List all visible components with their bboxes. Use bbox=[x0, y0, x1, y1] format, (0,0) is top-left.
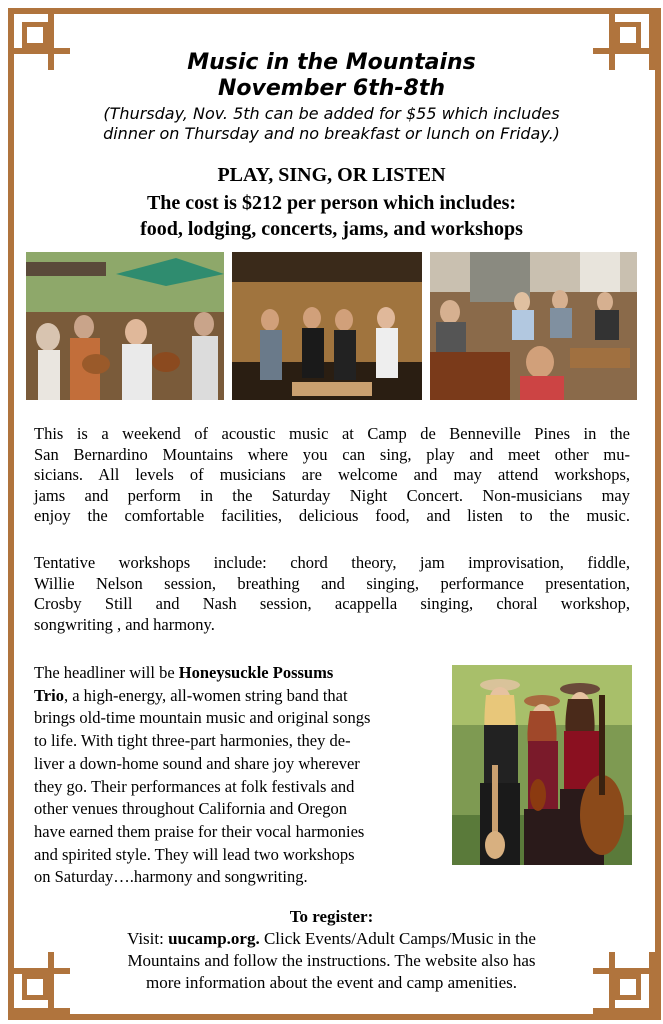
register-line2: Mountains and follow the instructions. The website also has bbox=[127, 951, 536, 970]
register-line1 bbox=[0, 928, 663, 950]
photo-stage-concert bbox=[232, 252, 422, 400]
cost-line1: The cost is $212 per person which includes: bbox=[146, 192, 517, 214]
event-dates: November 6th-8th bbox=[218, 76, 445, 101]
headliner-line: they go. Their performances at folk festivals and bbox=[34, 776, 355, 796]
band-name-trio: Trio bbox=[34, 685, 64, 705]
headliner-line: to life. With tight three-part harmonies, they de- bbox=[34, 731, 351, 751]
thursday-note-line1: (Thursday, Nov. 5th can be added for $55 which includes bbox=[103, 104, 560, 123]
intro-paragraph bbox=[34, 424, 630, 527]
intro-line: This is a weekend of acoustic music at Camp de Benneville Pines in the bbox=[34, 424, 630, 443]
photo-indoor-jam-circle bbox=[430, 252, 637, 400]
register-heading: To register: bbox=[289, 907, 374, 926]
register-instructions: Click Events/Adult Camps/Music in the bbox=[259, 929, 536, 948]
headliner-line: other venues throughout California and Oregon bbox=[34, 799, 347, 819]
website-link[interactable]: uucamp.org. bbox=[168, 929, 260, 948]
headliner-paragraph bbox=[34, 662, 446, 889]
headliner-line: liver a down-home sound and share joy wherever bbox=[34, 753, 360, 773]
thursday-note-line2: dinner on Thursday and no breakfast or lunch on Friday.) bbox=[103, 124, 560, 143]
photo-band-trio bbox=[452, 665, 632, 865]
workshops-paragraph bbox=[34, 553, 630, 635]
workshops-line: Tentative workshops include: chord theory, jam improvisation, fiddle, bbox=[34, 553, 630, 572]
event-title: Music in the Mountains bbox=[187, 50, 476, 75]
intro-line: jams and perform in the Saturday Night Concert. Non-musicians may bbox=[34, 485, 630, 505]
headliner-line: brings old-time mountain music and original songs bbox=[34, 708, 371, 728]
intro-line: enjoy the comfortable facilities, delicious food, and listen to the music. bbox=[34, 506, 630, 525]
cost-line2: food, lodging, concerts, jams, and workshops bbox=[140, 218, 523, 240]
headliner-line: have earned them praise for their vocal harmonies bbox=[34, 821, 365, 841]
visit-label: Visit: bbox=[127, 929, 169, 948]
headliner-line: and spirited style. They will lead two workshops bbox=[34, 844, 355, 864]
intro-line: San Bernardino Mountains where you can sing, play and meet other mu- bbox=[34, 444, 630, 464]
intro-line: sicians. All levels of musicians are welcome and may attend workshops, bbox=[34, 465, 630, 484]
tagline: PLAY, SING, OR LISTEN bbox=[217, 164, 446, 186]
photo-outdoor-jam bbox=[26, 252, 224, 400]
workshops-line: Willie Nelson session, breathing and singing, performance presentation, bbox=[34, 573, 630, 593]
headliner-lead: The headliner will be bbox=[34, 663, 179, 682]
headliner-line: on Saturday….harmony and songwriting. bbox=[34, 867, 308, 887]
headliner-line: , a high-energy, all-women string band that bbox=[63, 685, 348, 705]
register-line3: more information about the event and camp amenities. bbox=[145, 973, 518, 992]
band-name: Honeysuckle Possums bbox=[178, 663, 334, 682]
workshops-line: Crosby Still and Nash session, acappella singing, choral workshop, bbox=[34, 594, 630, 613]
workshops-line: songwriting , and harmony. bbox=[34, 614, 215, 634]
